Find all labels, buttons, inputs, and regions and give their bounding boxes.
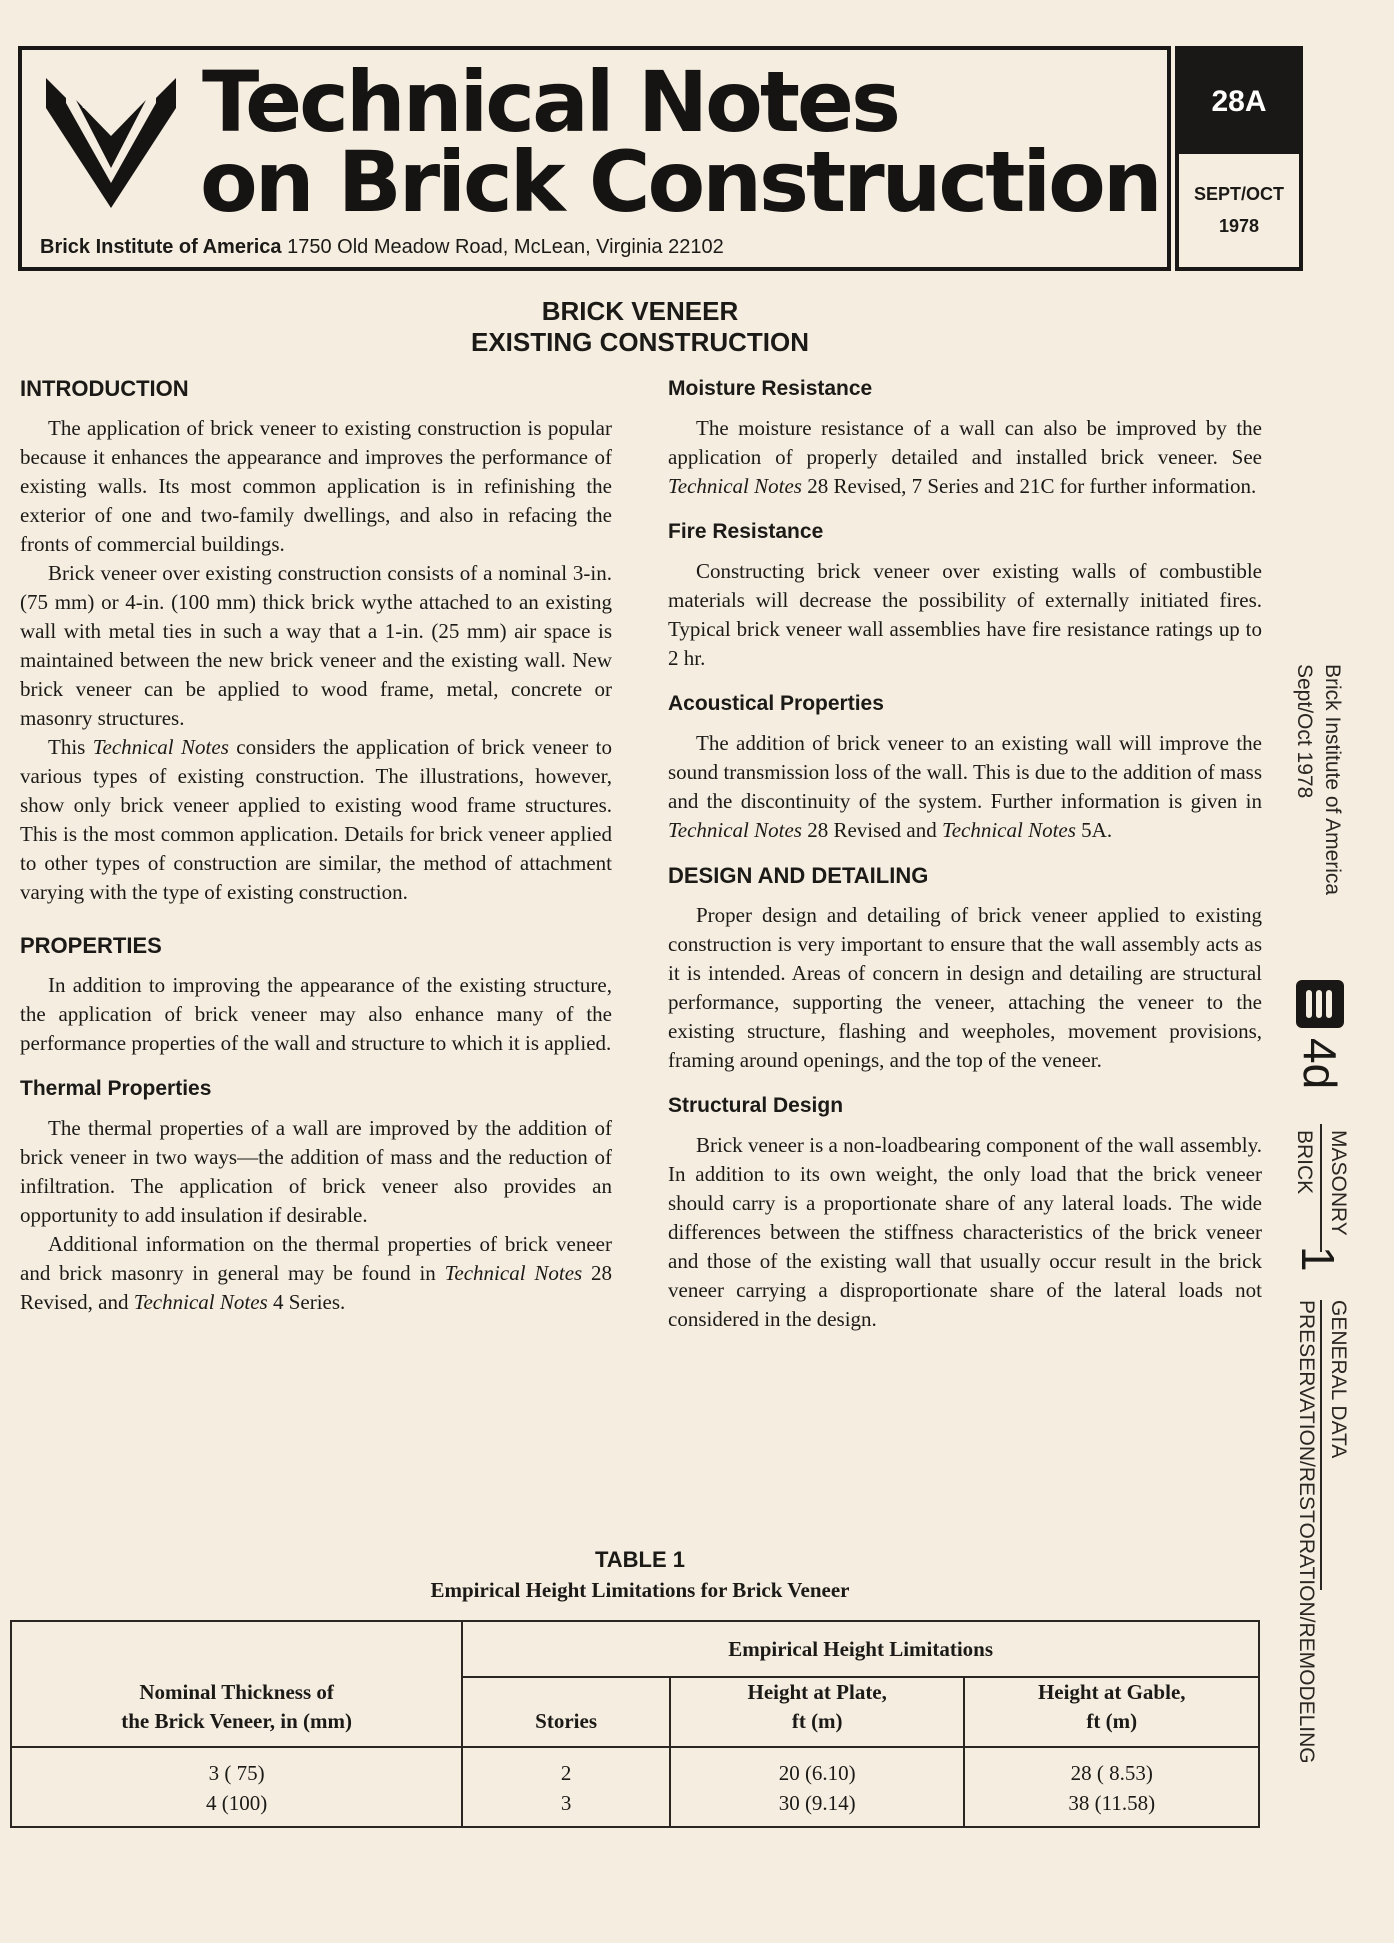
table-label: TABLE 1 (594, 1547, 686, 1572)
side-brick: BRICK (1293, 1130, 1316, 1195)
col-header-stories: Stories (462, 1677, 670, 1747)
moisture-paragraph: The moisture resistance of a wall can also be improved by the application of properly detailed and installed brick veneer. See Technical Notes 28 Revised, 7 Series and 21C for further information. (668, 416, 1262, 498)
cell-plate: 20 (6.10) 30 (9.14) (670, 1747, 965, 1827)
structural-paragraph: Brick veneer is a non-loadbearing component of the wall assembly. In addition to its own weight, the only load that the brick veneer should carry is a proportionate share of any lateral loads. The wide differences between the stiffness characteristics of the brick veneer and those of the existing wall that usually occur result in the brick veneer carrying a disproportionate share of the lateral loads not considered in the design. (668, 1133, 1262, 1331)
issue-date-year: 1978 (1218, 216, 1260, 236)
right-column (668, 374, 1262, 1334)
side-org: Brick Institute of America (1321, 664, 1344, 896)
masonry-wall-icon (1296, 980, 1344, 1028)
issue-number: 28A (1179, 50, 1299, 154)
org-name: Brick Institute of America (40, 236, 282, 258)
side-code-1: 1 (1292, 1246, 1344, 1272)
cell-thickness: 3 ( 75) 4 (100) (11, 1747, 462, 1827)
heading-structural-design: Structural Design (668, 1094, 844, 1117)
table-caption: Empirical Height Limitations for Brick Veneer (430, 1578, 850, 1602)
cell-stories: 2 3 (462, 1747, 670, 1827)
thermal-paragraph-1: The thermal properties of a wall are improved by the addition of brick veneer in two ways—the addition of mass and the reduction of infiltration. The application of brick veneer also provides an opportunity to add insulation if desirable. (20, 1116, 612, 1227)
logo-text: BIA (80, 81, 138, 116)
heading-introduction: INTRODUCTION (20, 376, 189, 401)
document-title-line2: EXISTING CONSTRUCTION (470, 327, 809, 357)
side-date: Sept/Oct 1978 (1293, 664, 1316, 799)
properties-paragraph: In addition to improving the appearance of the existing structure, the application of brick veneer may also enhance many of the performance properties of the wall and structure to which it is applied. (20, 973, 612, 1055)
side-divider-2 (1320, 1300, 1322, 1590)
heading-fire-resistance: Fire Resistance (668, 520, 824, 543)
heading-design-and-detailing: DESIGN AND DETAILING (668, 863, 929, 888)
masthead-title-line1: Technical Notes (202, 53, 898, 151)
left-column (20, 374, 612, 1317)
masthead-title-line2: on Brick Construction (200, 133, 1160, 231)
table-data-block (11, 1747, 1259, 1827)
masthead (18, 46, 1171, 271)
design-paragraph: Proper design and detailing of brick veneer applied to existing construction is very important to ensure that the wall assembly acts as it is intended. Areas of concern in design and detailing are structural performance, supporting the veneer, attaching the veneer to the existing structure, flashing and weepholes, movement provisions, framing around openings, and the top of the veneer. (668, 903, 1262, 1072)
document-title-line1: BRICK VENEER (541, 296, 739, 326)
heading-properties: PROPERTIES (20, 933, 162, 958)
issue-box (1175, 46, 1303, 271)
heading-acoustical-properties: Acoustical Properties (668, 692, 884, 715)
heading-moisture-resistance: Moisture Resistance (668, 377, 873, 400)
issue-date-month: SEPT/OCT (1193, 184, 1284, 204)
col-group-header: Empirical Height Limitations (462, 1621, 1259, 1677)
height-limitations-table (10, 1620, 1260, 1828)
address-text: 1750 Old Meadow Road, McLean, Virginia 22102 (287, 236, 724, 258)
col-header-thickness: Nominal Thickness of the Brick Veneer, in (mm) (11, 1621, 462, 1747)
side-divider (1320, 1124, 1322, 1252)
side-code-4d: 4d (1294, 1038, 1346, 1090)
bia-logo (36, 68, 186, 218)
thermal-paragraph-2: Additional information on the thermal properties of brick veneer and brick masonry in general may be found in Technical Notes 28 Revised, and Technical Notes 4 Series. (20, 1232, 613, 1314)
document-title (300, 296, 980, 358)
heading-thermal-properties: Thermal Properties (20, 1077, 212, 1100)
fire-paragraph: Constructing brick veneer over existing walls of combustible materials will decrease the possibility of externally initiated fires. Typical brick veneer wall assemblies have fire resistance ratings up to 2 hr. (668, 559, 1262, 670)
intro-paragraph-3: This Technical Notes considers the application of brick veneer to various types of existing construction. The illustrations, however, show only brick veneer applied to existing wood frame structures. This is the most common application. Details for brick veneer applied to other types of construction are similar, the method of attachment varying with the type of existing construction. (20, 735, 612, 904)
side-masonry: MASONRY (1327, 1130, 1350, 1236)
side-preservation: PRESERVATION/RESTORATION/REMODELING (1295, 1300, 1318, 1764)
table-title (300, 1545, 980, 1605)
col-header-gable: Height at Gable, ft (m) (964, 1677, 1259, 1747)
intro-paragraph-1: The application of brick veneer to existing construction is popular because it enhances the appearance and improves the performance of existing walls. Its most common application is in refinishing the exterior of one and two-family dwellings, and also in refacing the fronts of commercial buildings. (20, 416, 612, 556)
masthead-address (40, 236, 724, 259)
side-general-data: GENERAL DATA (1327, 1300, 1350, 1459)
issue-date (1179, 178, 1299, 242)
acoustical-paragraph: The addition of brick veneer to an existing wall will improve the sound transmission loss of the wall. This is due to the addition of mass and the discontinuity of the system. Further information is given in Technical Notes 28 Revised and Technical Notes 5A. (668, 731, 1262, 842)
col-header-plate: Height at Plate, ft (m) (670, 1677, 965, 1747)
cell-gable: 28 ( 8.53) 38 (11.58) (964, 1747, 1259, 1827)
intro-paragraph-2: Brick veneer over existing construction consists of a nominal 3-in. (75 mm) or 4-in. (100 mm) thick brick wythe attached to an existing wall with metal ties in such a way that a 1-in. (25 mm) air space is maintained between the new brick veneer and the existing wall. New brick veneer can be applied to wood frame, metal, concrete or masonry structures. (20, 561, 612, 730)
